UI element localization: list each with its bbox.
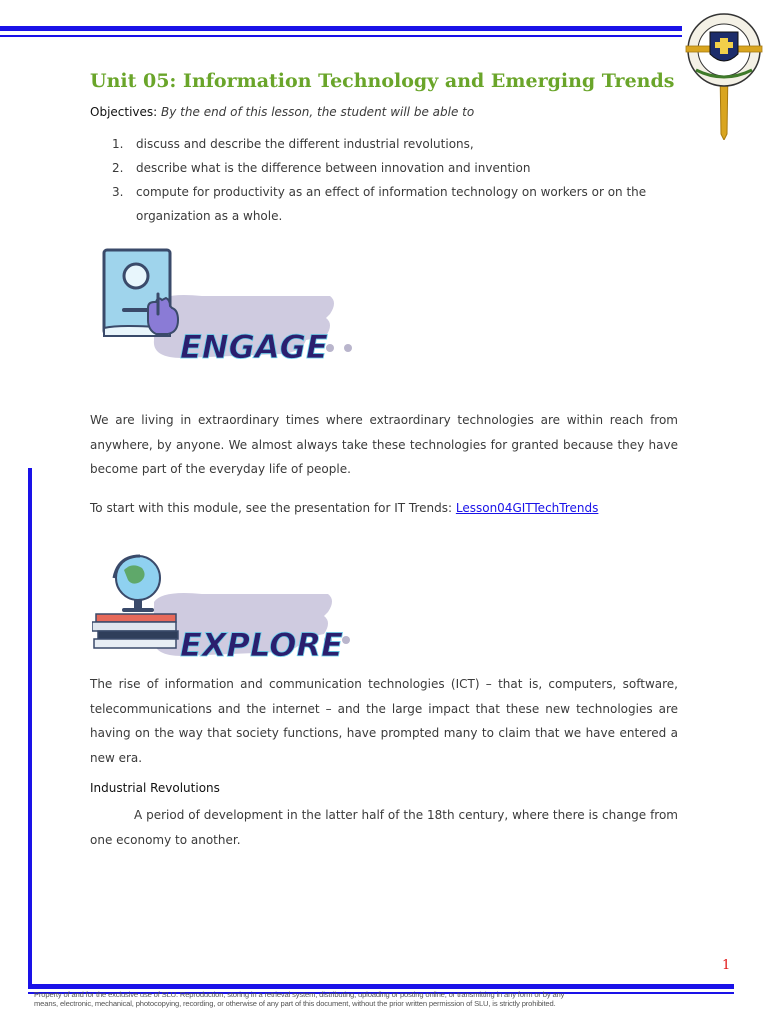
section-heading: Industrial Revolutions	[90, 781, 220, 795]
list-number: 1.	[112, 137, 124, 151]
start-text: To start with this module, see the presentation for IT Trends:	[90, 501, 456, 515]
objectives-lead: By the end of this lesson, the student will be able to	[161, 105, 475, 119]
header-rule	[0, 26, 682, 38]
explore-paragraph: The rise of information and communication technologies (ICT) – that is, computers, software, telecommunications and the internet – and the large impact that these new technologies are having on the way that society functions, have prompted many to claim that we have entered a new era.	[90, 677, 678, 765]
university-seal-logo	[684, 8, 764, 140]
start-line	[90, 496, 678, 521]
list-number: 3.	[112, 185, 124, 199]
engage-banner	[92, 244, 362, 372]
footer-line: Property of and for the exclusive use of SLU. Reproduction, storing in a retrieval system, distributing, uploading or posting online, or transmitting in any form or by any	[34, 990, 565, 999]
section-paragraph: A period of development in the latter half of the 18th century, where there is change from one economy to another.	[90, 808, 678, 847]
explore-banner-text: EXPLORE	[180, 626, 343, 664]
list-item	[112, 132, 672, 156]
objectives-label: Objectives:	[90, 105, 158, 119]
unit-title: Unit 05: Information Technology and Emerging Trends	[90, 70, 675, 92]
explore-banner	[92, 550, 362, 666]
list-text: compute for productivity as an effect of information technology on workers or on the organization as a whole.	[136, 185, 647, 223]
list-item	[112, 156, 672, 180]
engage-banner-text: ENGAGE	[180, 328, 328, 366]
copyright-footer	[34, 990, 698, 1008]
page-number: 1	[722, 958, 731, 973]
footer-line: means, electronic, mechanical, photocopying, recording, or otherwise of any part of this document, without the prior written permission of SLU, is strictly prohibited.	[34, 999, 556, 1008]
list-text: discuss and describe the different industrial revolutions,	[136, 137, 474, 151]
objectives-list	[112, 132, 672, 228]
engage-paragraph: We are living in extraordinary times where extraordinary technologies are within reach from anywhere, by anyone. We almost always take these technologies for granted because they have become part of the everyday life of people.	[90, 413, 678, 476]
list-text: describe what is the difference between innovation and invention	[136, 161, 531, 175]
list-number: 2.	[112, 161, 124, 175]
presentation-link[interactable]: Lesson04GITTechTrends	[455, 501, 599, 515]
objectives-line	[90, 105, 474, 119]
list-item	[112, 180, 672, 228]
left-border-rule	[28, 468, 32, 988]
